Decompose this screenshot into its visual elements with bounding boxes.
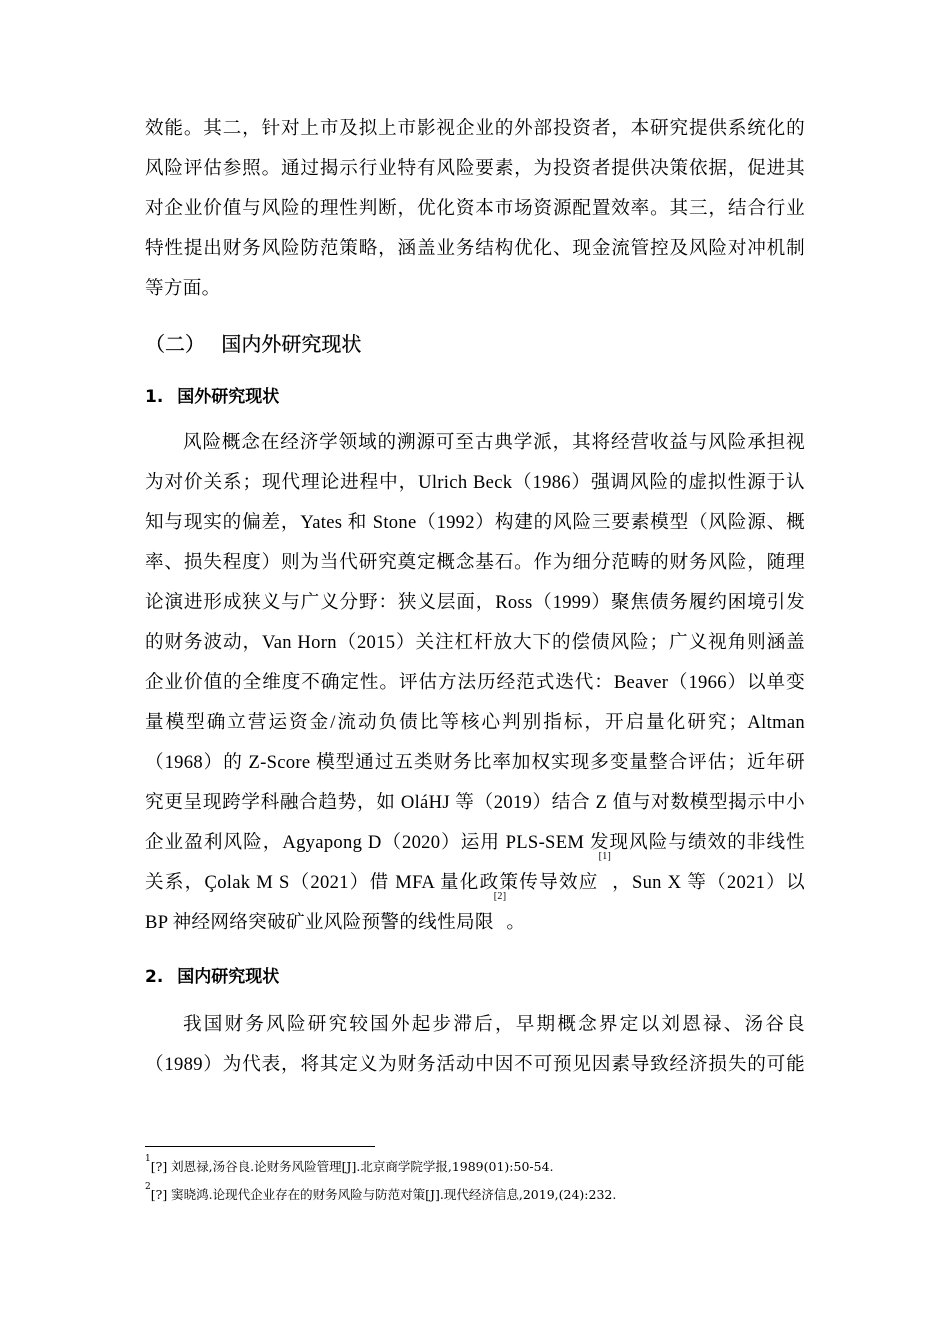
paragraph-line: 效能。其二，针对上市及拟上市影视企业的外部投资者，本研究提供系统化的	[145, 118, 805, 139]
paragraph-line: 究更呈现跨学科融合趋势，如 OláHJ 等（2019）结合 Z 值与对数模型揭示中小	[145, 792, 805, 813]
paragraph-line: 论演进形成狭义与广义分野：狭义层面，Ross（1999）聚焦债务履约困境引发	[145, 592, 805, 613]
domestic-research-paragraph	[145, 1005, 805, 1085]
paragraph-line: 特性提出财务风险防范策略，涵盖业务结构优化、现金流管控及风险对冲机制	[145, 238, 805, 259]
intro-paragraph	[145, 109, 805, 309]
foreign-research-paragraph	[145, 423, 805, 943]
text-run: BP 神经网络突破矿业风险预警的线性局限	[145, 912, 494, 933]
paragraph-line: 为对价关系；现代理论进程中，Ulrich Beck（1986）强调风险的虚拟性源于认	[145, 472, 805, 493]
citation-ref-1[interactable]: [1]	[598, 851, 612, 862]
footnote-separator	[145, 1146, 375, 1147]
subsection-number: 2.	[145, 967, 164, 987]
footnote-number: 2	[145, 1182, 151, 1192]
paragraph-line: （1989）为代表，将其定义为财务活动中因不可预见因素导致经济损失的可能	[145, 1054, 805, 1075]
paragraph-line: 企业价值的全维度不确定性。评估方法历经范式迭代：Beaver（1966）以单变	[145, 672, 805, 693]
paragraph-line: 对企业价值与风险的理性判断，优化资本市场资源配置效率。其三，结合行业	[145, 198, 805, 219]
paragraph-line: 知与现实的偏差，Yates 和 Stone（1992）构建的风险三要素模型（风险源、概	[145, 512, 805, 533]
text-run: ，Sun X 等（2021）以	[611, 872, 805, 893]
paragraph-line: 等方面。	[145, 278, 221, 299]
paragraph-line: 风险概念在经济学领域的溯源可至古典学派，其将经营收益与风险承担视	[183, 432, 805, 453]
paragraph-line: 风险评估参照。通过揭示行业特有风险要素，为投资者提供决策依据，促进其	[145, 158, 805, 179]
paragraph-line	[145, 891, 805, 943]
subsection-heading-domestic	[145, 962, 279, 987]
subsection-heading-foreign	[145, 382, 279, 407]
subsection-number: 1.	[145, 387, 164, 407]
section-title: 国内外研究现状	[221, 332, 362, 356]
paragraph-line: 量模型确立营运资金/流动负债比等核心判别指标，开启量化研究；Altman	[145, 712, 805, 733]
subsection-title: 国内研究现状	[177, 967, 280, 987]
footnote-text: [?] 窦晓鸿.论现代企业存在的财务风险与防范对策[J].现代经济信息,2019,(24):232.	[150, 1187, 617, 1202]
section-heading	[145, 328, 361, 357]
paragraph-line: （1968）的 Z-Score 模型通过五类财务比率加权实现多变量整合评估；近年研	[145, 752, 805, 773]
text-run: 。	[506, 912, 526, 933]
paragraph-line: 率、损失程度）则为当代研究奠定概念基石。作为细分范畴的财务风险，随理	[145, 552, 805, 573]
footnote-1	[145, 1154, 554, 1175]
paragraph-line: 我国财务风险研究较国外起步滞后，早期概念界定以刘恩禄、汤谷良	[183, 1014, 805, 1035]
paragraph-line	[145, 851, 805, 903]
footnote-number: 1	[145, 1154, 151, 1164]
paragraph-line: 企业盈利风险，Agyapong D（2020）运用 PLS-SEM 发现风险与绩效的非线性	[145, 832, 805, 853]
paragraph-line: 的财务波动，Van Horn（2015）关注杠杆放大下的偿债风险；广义视角则涵盖	[145, 632, 805, 653]
subsection-title: 国外研究现状	[177, 387, 280, 407]
text-run: 关系，Çolak M S（2021）借 MFA 量化政策传导效应	[145, 872, 599, 893]
footnote-2	[145, 1182, 617, 1203]
section-number: （二）	[145, 332, 205, 356]
citation-ref-2[interactable]: [2]	[493, 891, 507, 902]
footnote-text: [?] 刘恩禄,汤谷良.论财务风险管理[J].北京商学院学报,1989(01):50-54.	[150, 1159, 554, 1174]
